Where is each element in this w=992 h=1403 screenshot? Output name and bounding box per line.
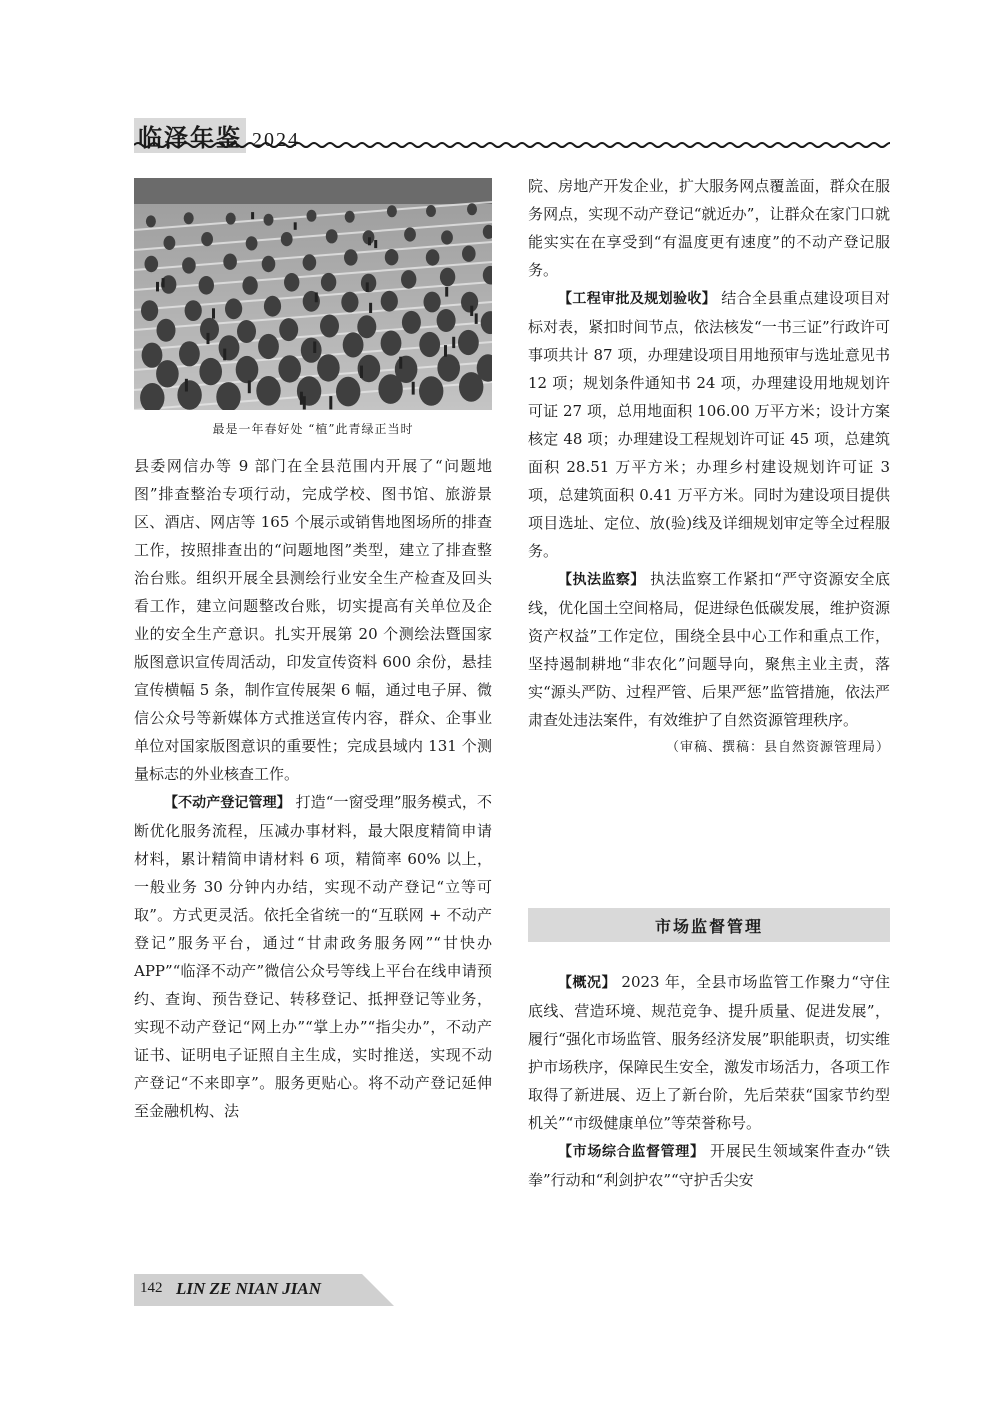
tree-shape (437, 309, 456, 332)
tree-shape (419, 376, 443, 406)
yearbook-year: 2024 (252, 129, 300, 151)
paragraph: 院、房地产开发企业，扩大服务网点覆盖面，群众在服务网点，实现不动产登记“就近办”，让群众在家门口就能实实在在享受到“有温度更有速度”的不动产登记服务。 (528, 177, 890, 279)
left-column (134, 452, 492, 1125)
tree-shape (301, 338, 322, 363)
tree-shape (242, 276, 257, 295)
tree-shape (226, 213, 236, 225)
tree-shape (458, 330, 479, 355)
tree-shape (201, 232, 213, 246)
footer-title: LIN ZE NIAN JIAN (176, 1279, 321, 1298)
person-shape (412, 382, 415, 395)
tree-shape (145, 256, 159, 272)
tree-shape (440, 268, 455, 287)
tree-shape (281, 232, 293, 246)
tree-shape (264, 296, 281, 317)
tree-shape (258, 334, 279, 359)
paragraph (528, 1137, 890, 1194)
person-shape (156, 282, 159, 292)
person-shape (251, 212, 254, 219)
person-shape (475, 313, 478, 324)
tree-planting-photo (134, 178, 492, 410)
tree-shape (278, 355, 301, 382)
tree-shape (336, 377, 360, 407)
paragraph-text: 2023 年，全县市场监管工作聚力“守住底线、营造环境、规范竞争、提升质量、促进发展”，履行“强化市场监管、服务经济发展”职能职责，切实维护市场秩序，保障民生安全，激发市场活力，各项工作取得了新进展、迈上了新台阶，先后荣获“国家节约型机关”“市级健康单位”等荣誉称号。 (528, 973, 890, 1132)
person-shape (399, 357, 402, 369)
person-shape (444, 345, 447, 357)
tree-shape (303, 254, 317, 270)
tree-shape (462, 246, 476, 262)
person-shape (313, 342, 316, 354)
person-shape (315, 292, 318, 302)
person-shape (294, 222, 297, 230)
tree-shape (437, 354, 460, 381)
tree-shape (246, 236, 258, 250)
person-shape (162, 278, 165, 287)
tree-shape (307, 210, 317, 222)
section-tag: 【市场综合监督管理】 (558, 1144, 705, 1160)
tree-shape (321, 273, 336, 292)
tree-shape (157, 319, 176, 342)
person-shape (366, 282, 369, 292)
photo-caption: 最是一年春好处 “植”此青绿正当时 (212, 422, 414, 436)
tree-shape (156, 360, 179, 387)
tree-shape (317, 354, 340, 381)
paragraph (528, 968, 890, 1137)
person-shape (185, 379, 188, 392)
tree-shape (343, 332, 364, 357)
tree-shape (381, 331, 402, 356)
tree-shape (426, 249, 440, 265)
tree-shape (264, 214, 274, 226)
person-shape (368, 237, 371, 245)
person-shape (212, 308, 215, 318)
tree-shape (320, 315, 339, 338)
tree-shape (219, 335, 240, 360)
tree-shape (459, 372, 483, 402)
tree-shape (461, 292, 478, 313)
person-shape (329, 396, 332, 409)
paragraph: 县委网信办等 9 部门在全县范围内开展了“问题地图”排查整治专项行动，完成学校、图书馆、旅游景区、酒店、网店等 165 个展示或销售地图场所的排查工作，按照排查出的“问题地图”类型，建立了排查整治台账。组织开展全县测绘行业安全生产检查及回头看工作，建立问题整改台账，切实提高有关单位及企业的安全生产意识。扎实开展第 20 个测绘法暨国家版图意识宣传周活动，印发宣传资料 600 余份，悬挂宣传横幅 5 条，制作宣传展架 6 幅，通过电子屏、微信公众号等新媒体方式推送宣传内容，群众、企事业单位对国家版图意识的重要性；完成县域内 131 个测量标志的外业核查工作。 (134, 457, 492, 783)
tree-shape (182, 257, 196, 273)
tree-shape (326, 229, 338, 243)
right-column-lower (528, 968, 890, 1194)
paragraph (528, 284, 890, 565)
person-shape (207, 333, 210, 344)
person-shape (303, 396, 306, 409)
paragraph-text: 打造“一窗受理”服务模式，不断优化服务流程，压减办事材料，最大限度精简申请材料，累计精简申请材料 6 项，精简率 60% 以上，一般业务 30 分钟内办结，实现不动产登记“立等可取”。方式更灵活。依托全省统一的“互联网 + 不动产登记”服务平台，通过“甘肃政务服务网”“甘快办 APP”“临泽不动产”微信公众号等线上平台在线申请预约、查询、预告登记、转移登记、抵押登记等业务，实现不动产登记“网上办”“掌上办”“指尖办”，不动产证书、证明电子证照自主生成，实时推送，实现不动产登记“不来即享”。服务更贴心。将不动产登记延伸至金融机构、法 (134, 793, 493, 1120)
tree-shape (344, 249, 358, 265)
tree-shape (236, 356, 259, 383)
tree-shape (141, 300, 158, 321)
tree-shape (146, 215, 156, 227)
header-wave-rule (134, 140, 890, 150)
tree-shape (179, 341, 200, 366)
page-number: 142 (140, 1280, 163, 1296)
tree-shape (387, 205, 397, 217)
tree-shape (184, 212, 194, 224)
tree-shape (401, 270, 416, 289)
tree-shape (357, 315, 376, 338)
source-credit: （审稿、撰稿：县自然资源管理局） (665, 740, 890, 755)
tree-shape (142, 343, 163, 368)
tree-shape (199, 276, 214, 295)
paragraph-text: 执法监察工作紧扣“严守资源安全底线，优化国土空间格局，促进绿色低碳发展，维护资源资产权益”工作定位，围绕全县中心工作和重点工作，坚持遏制耕地“非农化”问题导向，聚焦主业主责，落实“源头严防、过程严管、后果严惩”监管措施，依法严肃查处违法案件，有效维护了自然资源管理秩序。 (528, 570, 890, 729)
section-tag: 【执法监察】 (558, 572, 645, 588)
section-tag: 【工程审批及规划验收】 (558, 291, 717, 307)
tree-shape (279, 318, 298, 341)
tree-shape (381, 291, 398, 312)
tree-shape (199, 358, 222, 385)
tree-shape (223, 254, 237, 270)
person-shape (248, 381, 251, 394)
tree-shape (256, 376, 280, 406)
person-shape (360, 366, 363, 378)
tree-shape (185, 300, 202, 321)
person-shape (445, 287, 448, 297)
tree-shape (237, 320, 256, 343)
tree-shape (345, 211, 355, 223)
tree-shape (385, 249, 399, 265)
tree-shape (284, 273, 299, 292)
tree-shape (441, 230, 453, 244)
person-shape (470, 306, 473, 316)
tree-shape (404, 227, 416, 241)
person-shape (223, 349, 226, 361)
tree-shape (419, 332, 440, 357)
paragraph (528, 565, 890, 734)
paragraph-text: 结合全县重点建设项目对标对表，紧扣时间节点，依法核发“一书三证”行政许可事项共计 87 项，办理建设项目用地预审与选址意见书 12 项；规划条件通知书 24 项，办理建设用地规划许可证 27 项，总用地面积 106.00 万平方米；设计方案核定 48 项；办理建设工程规划许可证 45 项，总建筑面积 28.51 万平方米；办理乡村建设规划许可证 3 项，总建筑面积 0.41 万平方米。同时为建设项目提供项目选址、定位、放(验)线及详细规划审定等全过程服务。 (528, 289, 890, 560)
tree-shape (402, 311, 421, 334)
tree-shape (262, 256, 276, 272)
paragraph (134, 788, 492, 1125)
section-tag: 【概况】 (558, 975, 617, 991)
tree-shape (225, 298, 242, 319)
section-tag: 【不动产登记管理】 (164, 795, 291, 811)
tree-shape (341, 292, 358, 313)
tree-shape (426, 205, 436, 217)
paragraph-text: 开展民生领域案件查办“铁拳”行动和“利剑护农”“守护舌尖安 (528, 1142, 890, 1189)
photo-illustration (134, 178, 492, 410)
yearbook-brand: 临泽年鉴 (134, 118, 246, 153)
tree-shape (378, 374, 402, 404)
tree-shape (177, 380, 201, 410)
right-column (528, 172, 890, 762)
page-footer (134, 1274, 394, 1306)
person-shape (369, 303, 372, 313)
person-shape (452, 337, 455, 348)
person-shape (374, 240, 377, 248)
tree-shape (164, 236, 176, 250)
person-shape (300, 392, 303, 405)
tree-shape (467, 203, 477, 215)
section-heading: 市场监督管理 (528, 908, 890, 942)
tree-shape (424, 292, 441, 313)
